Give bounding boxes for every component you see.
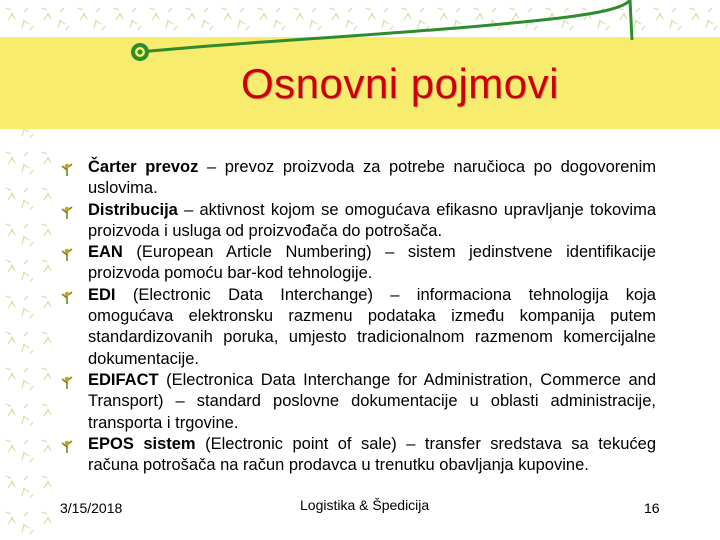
item-term: EDIFACT (88, 370, 159, 389)
footer-date: 3/15/2018 (60, 500, 123, 516)
list-item (60, 370, 656, 434)
item-text: (Electronica Data Interchange for Administration, Commerce and Transport) – standard poslovne dokumentacije u oblasti administracije, transporta i trgovine. (88, 370, 656, 432)
item-term: EAN (88, 243, 123, 262)
slide-title: Osnovni pojmovi (241, 60, 559, 107)
bullet-list (60, 157, 656, 476)
item-term: EPOS sistem (88, 434, 196, 453)
sprout-bullet-icon (60, 438, 74, 454)
item-text: (European Article Numbering) – sistem jedinstvene identifikacije proizvoda pomoću bar-kod tehnologije. (88, 243, 656, 283)
item-text: (Electronic Data Interchange) – informaciona tehnologija koja omogućava elektronsku razmenu podataka između kompanija putem standardizovanih poruka, umjesto tradicionalnom razmenom komercijalne dokumentacije. (88, 285, 656, 368)
item-term: EDI (88, 285, 116, 304)
sprout-bullet-icon (60, 289, 74, 305)
slide-number: 16 (644, 500, 660, 516)
item-term: Čarter prevoz (88, 158, 199, 176)
item-term: Distribucija (88, 200, 178, 219)
item-text: – prevoz proizvoda za potrebe naručioca po dogovorenim uslovima. (88, 158, 657, 198)
item-text: – aktivnost kojom se omogućava efikasno upravljanje tokovima proizvoda i usluga od proizvođača do potrošača. (88, 200, 656, 240)
sprout-bullet-icon (60, 246, 74, 262)
sprout-bullet-icon (60, 161, 74, 177)
list-item (60, 434, 656, 477)
footer-title: Logistika & Špedicija (300, 497, 430, 513)
list-item (60, 285, 656, 370)
item-text: (Electronic point of sale) – transfer sredstava sa tekućeg računa potrošača na račun prodavca u trenutku obavljanja kupovine. (88, 434, 656, 475)
sprout-bullet-icon (60, 204, 74, 220)
list-item (60, 242, 656, 285)
list-item (60, 157, 656, 200)
list-item (60, 200, 656, 243)
sprout-bullet-icon (60, 374, 74, 390)
